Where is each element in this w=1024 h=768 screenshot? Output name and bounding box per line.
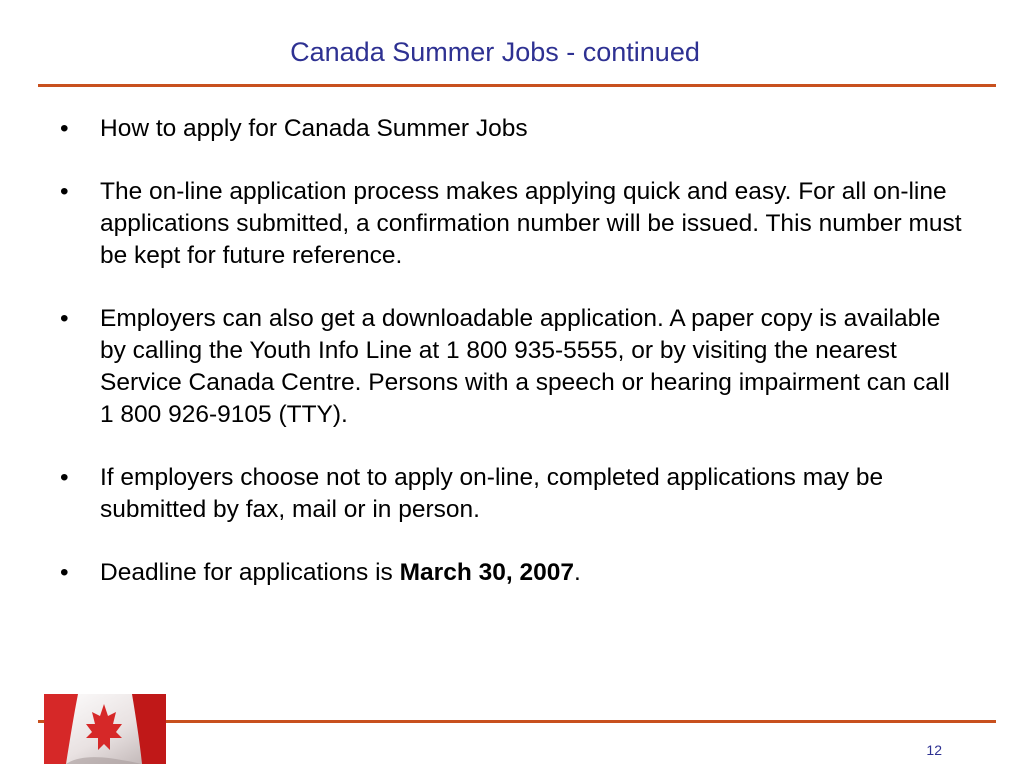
bullet-marker: • — [60, 464, 69, 491]
deadline-period: . — [573, 559, 581, 586]
bullet-item-deadline — [60, 557, 965, 589]
bullet-text: The on-line application process makes applying quick and easy. For all on-line applications submitted, a confirmation number will be issued. This number must be kept for future reference. — [100, 178, 962, 269]
title-divider — [38, 84, 996, 87]
bullet-marker: • — [60, 559, 69, 586]
bullet-item — [60, 176, 965, 272]
bullet-item — [60, 462, 965, 526]
footer-divider — [38, 720, 996, 723]
slide-title: Canada Summer Jobs - continued — [290, 37, 700, 67]
bullet-item — [60, 303, 965, 431]
deadline-date: March 30, 2007 — [399, 559, 574, 586]
canada-flag-icon — [44, 694, 166, 764]
bullet-text: Employers can also get a downloadable application. A paper copy is available by calling the Youth Info Line at 1 800 935-5555, or by visiting the nearest Service Canada Centre. Persons with a speech or hearing impairment can call 1 800 926-9105 (TTY). — [100, 305, 950, 428]
page-number: 12 — [926, 742, 942, 758]
bullet-marker: • — [60, 178, 69, 205]
bullet-marker: • — [60, 115, 69, 142]
bullet-marker: • — [60, 305, 69, 332]
deadline-text: Deadline for applications is — [100, 559, 400, 586]
bullet-text: If employers choose not to apply on-line, completed applications may be submitted by fax, mail or in person. — [100, 464, 884, 523]
bullet-text: How to apply for Canada Summer Jobs — [100, 115, 528, 142]
bullet-list — [60, 113, 965, 620]
bullet-item — [60, 113, 965, 145]
